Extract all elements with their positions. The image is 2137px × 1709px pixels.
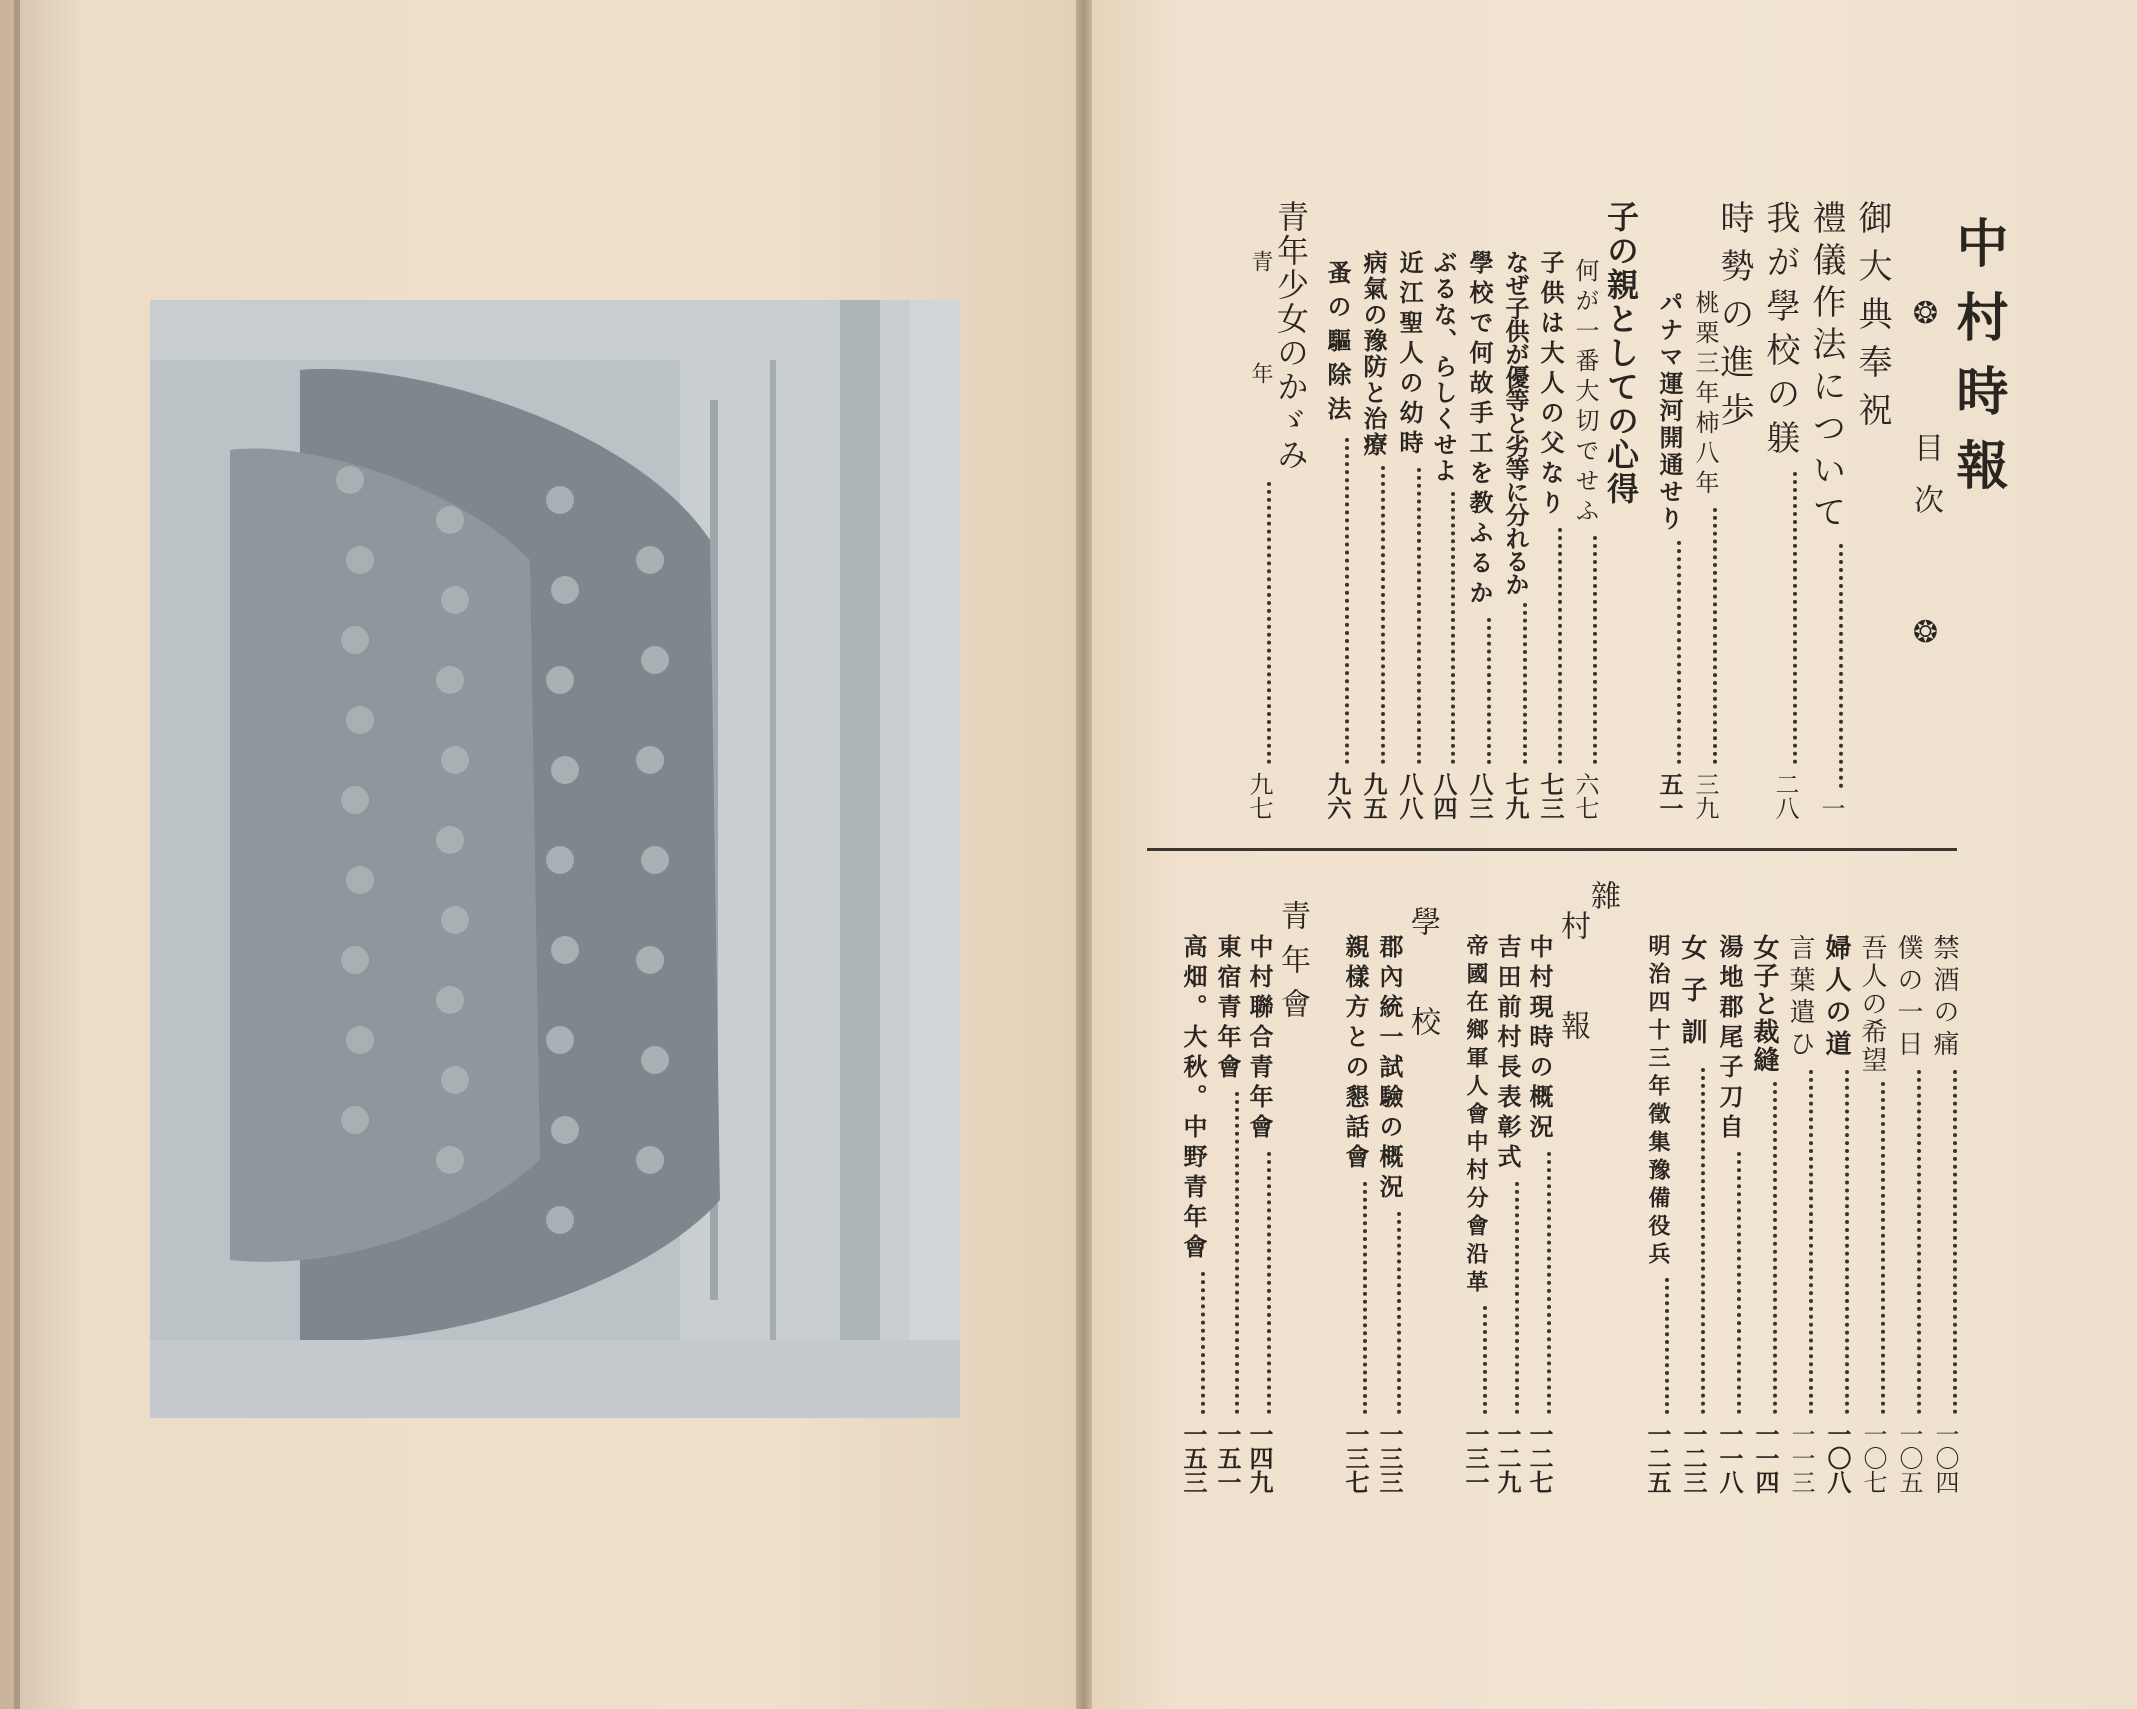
toc-entry-page: 六七 bbox=[1571, 772, 1599, 820]
toc-entry-page: 九五 bbox=[1359, 772, 1388, 820]
dot-leader bbox=[1593, 536, 1597, 764]
toc-entry-page: 一五三 bbox=[1179, 1422, 1208, 1494]
dot-leader bbox=[1881, 1082, 1885, 1414]
section-heading: 雜 bbox=[1585, 880, 1620, 910]
toc-entry-title: なぜ子供が優等と劣等に分れるか bbox=[1501, 250, 1530, 595]
toc-entry-title: 郡內統一試驗の概況 bbox=[1375, 934, 1404, 1204]
toc-entry-title: 禁酒の痛 bbox=[1929, 934, 1959, 1062]
toc-entry bbox=[1536, 250, 1565, 820]
section-heading: 青年會 bbox=[1275, 900, 1310, 1032]
dot-leader bbox=[1363, 1182, 1367, 1414]
section-divider bbox=[1147, 848, 1957, 851]
toc-entry-title: 近江聖人の幼時 bbox=[1395, 250, 1424, 460]
dot-leader bbox=[1677, 541, 1681, 764]
toc-entry-page: 一〇四 bbox=[1931, 1422, 1959, 1494]
dot-leader bbox=[1235, 1092, 1239, 1414]
toc-heading: 目次 bbox=[1908, 432, 1943, 537]
toc-entry-title: 蚤の驅除法 bbox=[1323, 260, 1352, 430]
dot-leader bbox=[1201, 1272, 1205, 1414]
toc-entry-page: 一〇八 bbox=[1823, 1422, 1852, 1494]
toc-entry-page: 一二九 bbox=[1493, 1422, 1522, 1494]
toc-entry-page: 二八 bbox=[1771, 772, 1799, 820]
dot-leader bbox=[1345, 438, 1349, 764]
toc-entry bbox=[1245, 934, 1274, 1494]
dot-leader bbox=[1381, 466, 1385, 764]
toc-entry-title: 子の親としての心得 bbox=[1602, 200, 1640, 506]
dot-leader bbox=[1397, 1212, 1401, 1414]
toc-entry bbox=[1859, 934, 1885, 1494]
toc-entry-title: パナマ運河開通せり bbox=[1655, 290, 1684, 533]
dot-leader bbox=[1839, 544, 1843, 788]
dot-leader bbox=[1417, 468, 1421, 764]
toc-entry-page: 一一八 bbox=[1715, 1422, 1744, 1494]
toc-entry-page: 一四九 bbox=[1245, 1422, 1274, 1494]
toc-entry bbox=[1272, 200, 1310, 472]
dot-leader bbox=[1665, 1278, 1669, 1414]
toc-entry bbox=[1852, 200, 1892, 440]
toc-entry-title: 學校で何故手工を教ふるか bbox=[1465, 250, 1494, 610]
toc-entry-title: 吾人の希望 bbox=[1857, 934, 1887, 1074]
toc-entry-title: 女子と裁縫 bbox=[1749, 934, 1779, 1074]
toc-entry-page: 一 bbox=[1817, 796, 1845, 820]
toc-entry bbox=[1821, 934, 1852, 1494]
toc-entry-title: 何が一番大切でせふ bbox=[1571, 258, 1599, 528]
toc-entry-page: 一一四 bbox=[1751, 1422, 1780, 1494]
toc-entry-page: 七三 bbox=[1536, 772, 1565, 820]
toc-entry-title: 親樣方との懇話會 bbox=[1341, 934, 1370, 1174]
toc-entry-title: 女子訓 bbox=[1677, 934, 1707, 1060]
toc-entry-page: 一三三 bbox=[1375, 1422, 1404, 1494]
toc-entry-title: 桃栗三年柿八年 bbox=[1691, 290, 1719, 500]
toc-entry-page: 一二三 bbox=[1679, 1422, 1708, 1494]
toc-entry bbox=[1693, 290, 1717, 820]
toc-entry-title: 御大典奉祝 bbox=[1852, 200, 1892, 440]
toc-entry-page: 三九 bbox=[1691, 772, 1719, 820]
toc-entry bbox=[1931, 934, 1957, 1494]
toc-entry bbox=[1375, 934, 1404, 1494]
dot-leader bbox=[1737, 1152, 1741, 1414]
toc-entry-page: 一〇五 bbox=[1895, 1422, 1923, 1494]
dot-leader bbox=[1523, 603, 1527, 764]
toc-entry-title: 子供は大人の父なり bbox=[1536, 250, 1565, 520]
toc-entry-page: 一三一 bbox=[1461, 1422, 1490, 1494]
toc-entry-title: 青年少女のかゞみ bbox=[1272, 200, 1310, 472]
toc-heading-wrap bbox=[1908, 296, 1943, 673]
toc-entry bbox=[1806, 200, 1846, 820]
dot-leader bbox=[1483, 1306, 1487, 1414]
toc-entry-page: 八四 bbox=[1429, 772, 1458, 820]
toc-entry-title: 病氣の豫防と治療 bbox=[1359, 250, 1388, 458]
toc-entry-title: 中村現時の概況 bbox=[1525, 934, 1554, 1144]
toc-entry bbox=[1655, 290, 1684, 820]
toc-entry bbox=[1602, 200, 1640, 506]
toc-entry-title: 禮儀作法について bbox=[1806, 200, 1846, 536]
book-spine bbox=[1076, 0, 1092, 1709]
toc-entry-title: 東宿青年會 bbox=[1213, 934, 1242, 1084]
section-heading: 學校 bbox=[1405, 906, 1440, 1106]
left-page bbox=[14, 0, 1082, 1709]
toc-entry bbox=[1429, 250, 1458, 820]
dot-leader bbox=[1917, 1070, 1921, 1414]
toc-entry-page: 九六 bbox=[1323, 772, 1352, 820]
toc-entry-page: 一二七 bbox=[1525, 1422, 1554, 1494]
dot-leader bbox=[1713, 508, 1717, 764]
toc-entry bbox=[1359, 250, 1388, 820]
dot-leader bbox=[1773, 1082, 1777, 1414]
toc-entry-title: 僕の一日 bbox=[1893, 934, 1923, 1062]
group-photograph bbox=[150, 300, 960, 1418]
section-heading: 村報 bbox=[1555, 910, 1590, 1110]
toc-entry-title: ぶるな、らしくせよ bbox=[1429, 250, 1458, 484]
toc-entry-page: 一〇七 bbox=[1859, 1422, 1887, 1494]
dot-leader bbox=[1793, 472, 1797, 764]
toc-entry bbox=[1341, 934, 1370, 1494]
dot-leader bbox=[1515, 1182, 1519, 1414]
toc-entry-title: 婦人の道 bbox=[1821, 934, 1851, 1062]
dot-leader bbox=[1845, 1070, 1849, 1414]
toc-entry bbox=[1465, 250, 1494, 820]
toc-entry bbox=[1715, 934, 1744, 1494]
toc-entry bbox=[1573, 258, 1597, 820]
toc-entry-page: 一一三 bbox=[1787, 1422, 1815, 1494]
toc-entry-title: 湯地郡尾子刀自 bbox=[1715, 934, 1744, 1144]
dot-leader bbox=[1487, 618, 1491, 764]
toc-entry-page: 九七 bbox=[1245, 772, 1273, 820]
toc-entry-title: 帝國在鄉軍人會中村分會沿革 bbox=[1463, 934, 1489, 1298]
toc-entry-title: 言葉遣ひ bbox=[1785, 934, 1815, 1062]
dot-leader bbox=[1267, 482, 1271, 764]
toc-entry bbox=[1323, 260, 1352, 820]
dot-leader bbox=[1547, 1152, 1551, 1414]
ornament-icon: ❂ bbox=[1908, 296, 1943, 353]
toc-entry bbox=[1760, 200, 1800, 820]
toc-entry-title: 中村聯合青年會 bbox=[1245, 934, 1274, 1144]
toc-entry-title: 時勢の進歩 bbox=[1714, 200, 1754, 440]
toc-entry-page: 一二五 bbox=[1643, 1422, 1672, 1494]
toc-entry bbox=[1501, 250, 1530, 820]
toc-entry-page: 八三 bbox=[1465, 772, 1494, 820]
dot-leader bbox=[1953, 1070, 1957, 1414]
toc-entry-page: 一三七 bbox=[1341, 1422, 1370, 1494]
dot-leader bbox=[1451, 492, 1455, 764]
toc-entry bbox=[1749, 934, 1780, 1494]
toc-entry bbox=[1247, 250, 1271, 820]
dot-leader bbox=[1701, 1068, 1705, 1414]
toc-entry bbox=[1895, 934, 1921, 1494]
toc-entry-title: 我が學校の躾 bbox=[1760, 200, 1800, 464]
toc-entry bbox=[1461, 934, 1490, 1494]
toc-entry-page: 八八 bbox=[1395, 772, 1424, 820]
toc-entry-page: 七九 bbox=[1501, 772, 1530, 820]
toc-entry bbox=[1525, 934, 1554, 1494]
toc-entry-page: 一五一 bbox=[1213, 1422, 1242, 1494]
photo-image bbox=[150, 300, 960, 1418]
toc-entry bbox=[1213, 934, 1242, 1494]
toc-entry-title: 明治四十三年徵集豫備役兵 bbox=[1645, 934, 1671, 1270]
ornament-icon: ❂ bbox=[1908, 615, 1943, 673]
magazine-title: 中村時報 bbox=[1947, 216, 2007, 512]
dot-leader bbox=[1267, 1152, 1271, 1414]
toc-entry bbox=[1787, 934, 1813, 1494]
toc-entry bbox=[1677, 934, 1708, 1494]
toc-entry bbox=[1714, 200, 1754, 440]
toc-entry-page: 五一 bbox=[1655, 772, 1684, 820]
toc-entry-title: 青年 bbox=[1248, 250, 1273, 474]
dot-leader bbox=[1809, 1070, 1813, 1414]
toc-entry-title: 高畑。大秋。中野青年會 bbox=[1179, 934, 1208, 1264]
toc-entry bbox=[1493, 934, 1522, 1494]
toc-entry bbox=[1179, 934, 1208, 1494]
toc-entry bbox=[1643, 934, 1672, 1494]
toc-entry-title: 吉田前村長表彰式 bbox=[1493, 934, 1522, 1174]
dot-leader bbox=[1558, 528, 1562, 764]
toc-entry bbox=[1395, 250, 1424, 820]
